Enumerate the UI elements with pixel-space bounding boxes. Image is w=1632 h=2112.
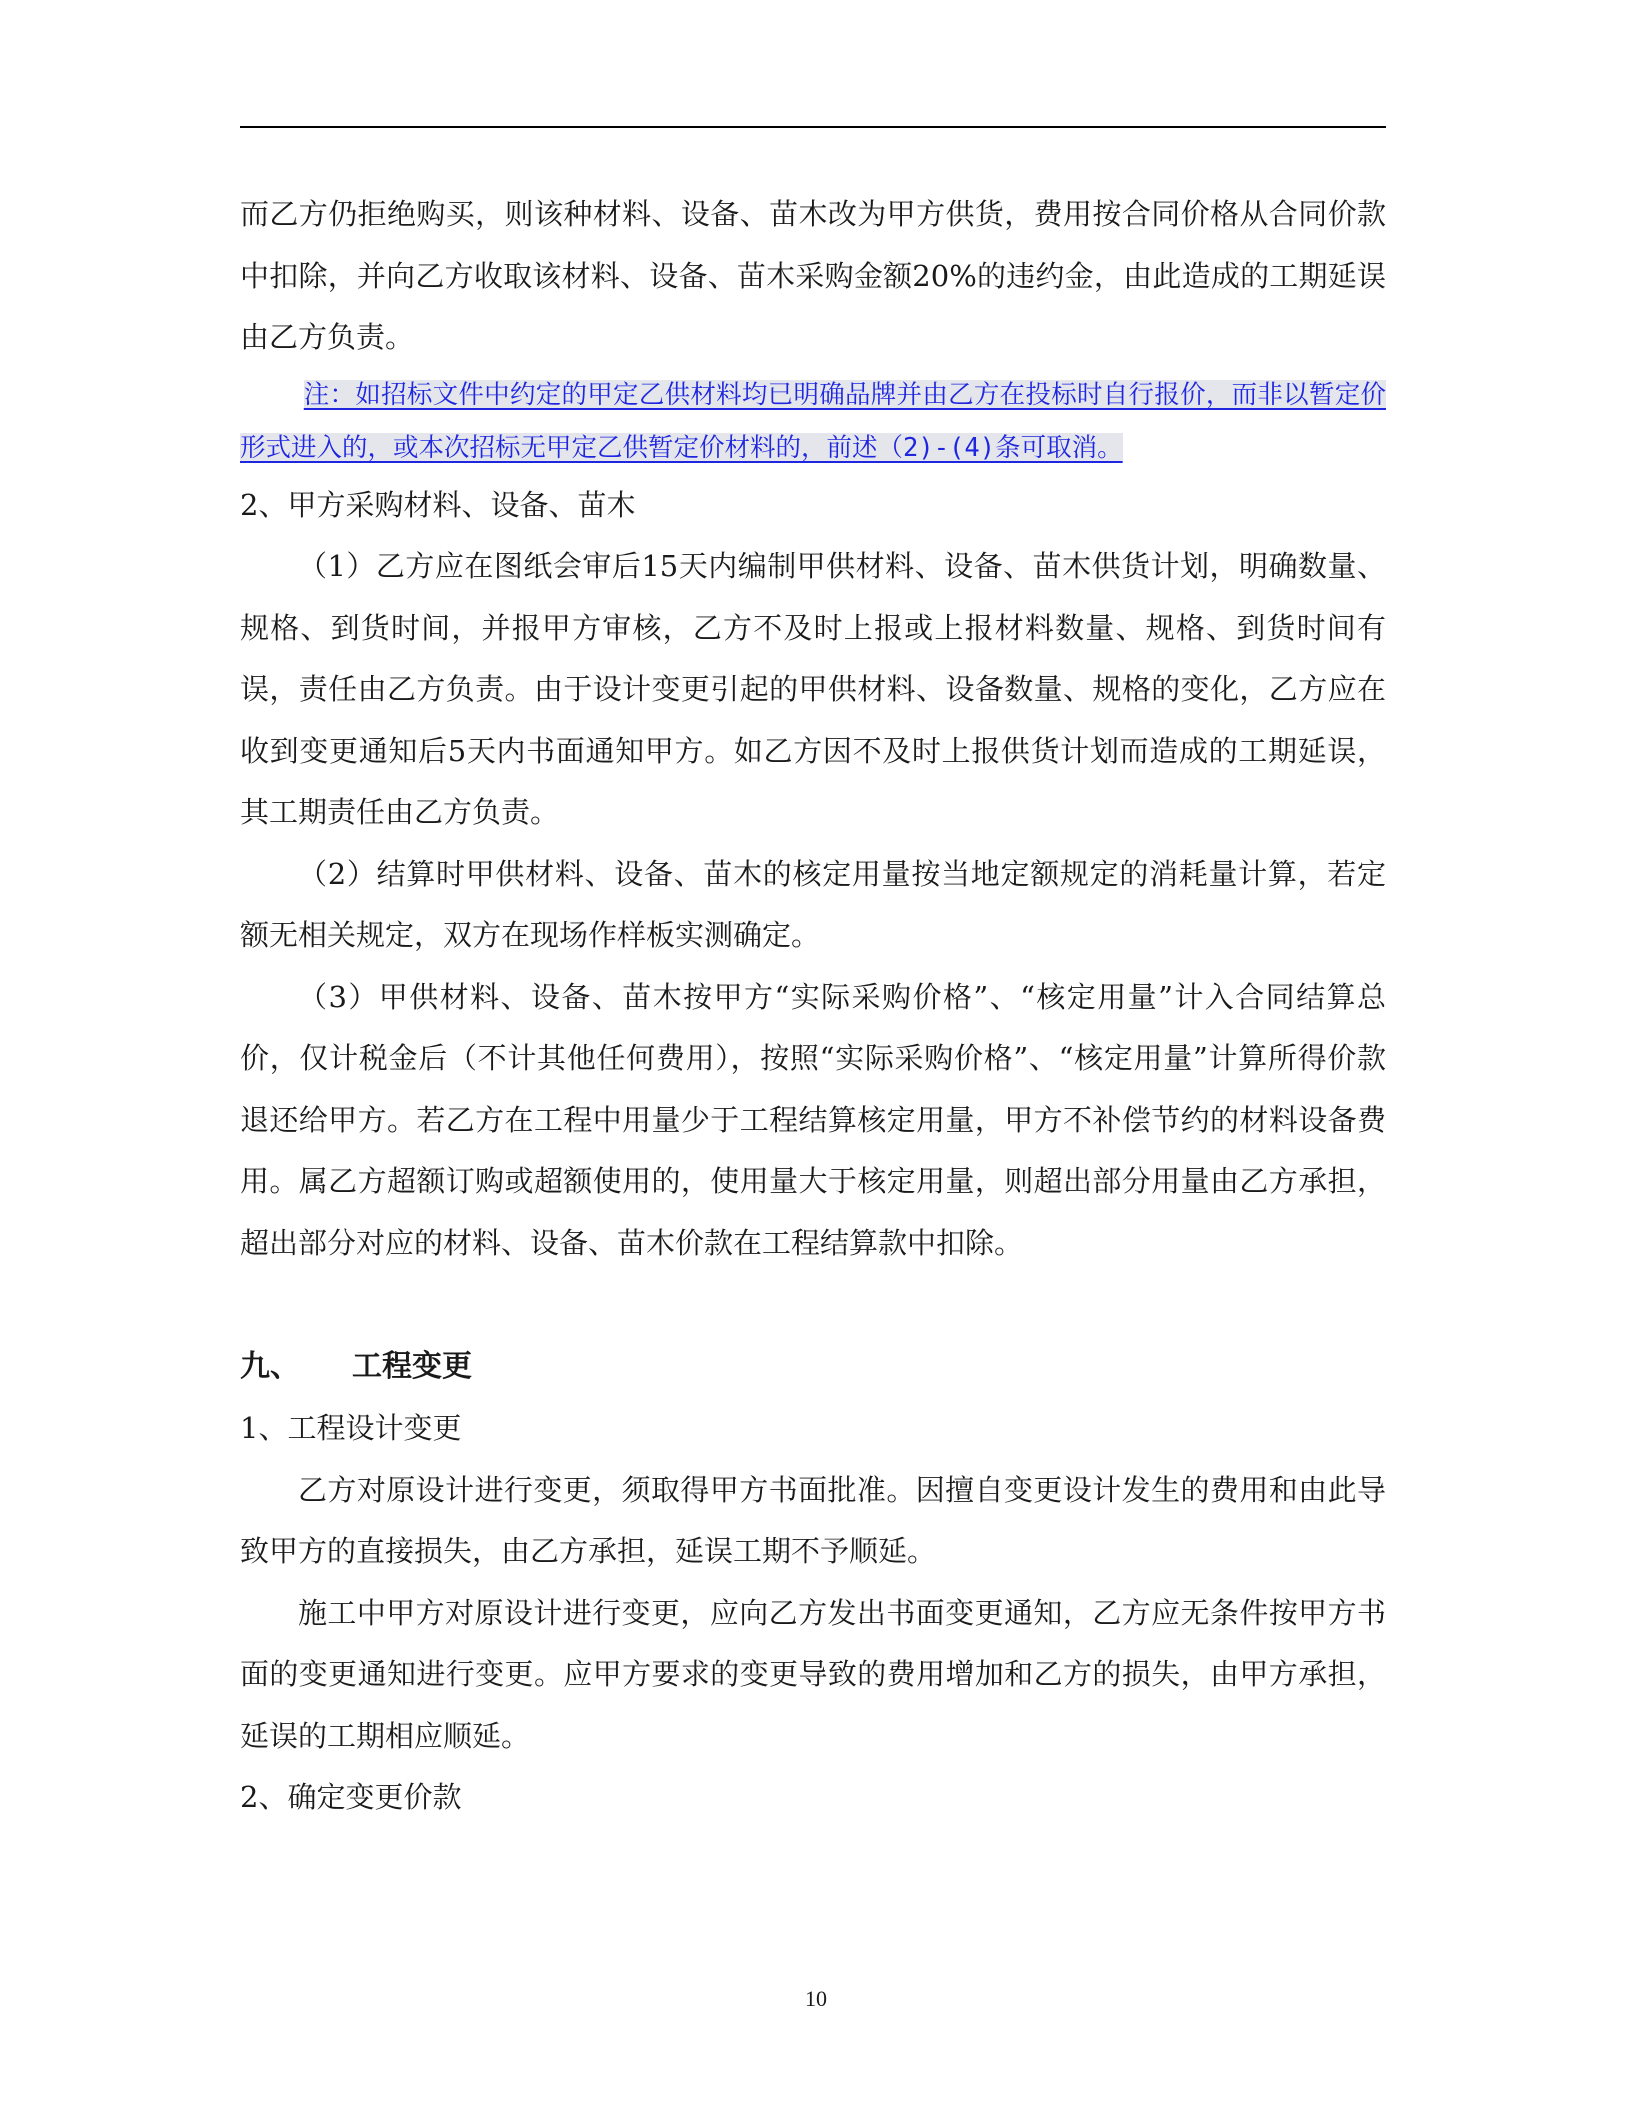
page-number: 10 bbox=[805, 1986, 827, 2011]
header-rule bbox=[240, 126, 1386, 128]
spacer bbox=[240, 1274, 1386, 1336]
design-change-paragraph-1: 乙方对原设计进行变更，须取得甲方书面批准。因擅自变更设计发生的费用和由此导致甲方的直接损失，由乙方承担，延误工期不予顺延。 bbox=[240, 1472, 1386, 1568]
clause-3: （3）甲供材料、设备、苗木按甲方“实际采购价格”、“核定用量”计入合同结算总价，仅计税金后（不计其他任何费用），按照“实际采购价格”、“核定用量”计算所得价款退还给甲方。若乙方在工程中用量少于工程结算核定用量，甲方不补偿节约的材料设备费用。属乙方超额订购或超额使用的，使用量大于核定用量，则超出部分用量由乙方承担，超出部分对应的材料、设备、苗木价款在工程结算款中扣除。 bbox=[240, 979, 1386, 1260]
chapter-title: 工程变更 bbox=[352, 1349, 472, 1384]
design-change-paragraph-2: 施工中甲方对原设计进行变更，应向乙方发出书面变更通知，乙方应无条件按甲方书面的变更通知进行变更。应甲方要求的变更导致的费用增加和乙方的损失，由甲方承担，延误的工期相应顺延。 bbox=[240, 1595, 1386, 1753]
subsection-heading-change-price: 2、确定变更价款 bbox=[240, 1780, 462, 1814]
chapter-number: 九、 bbox=[240, 1349, 300, 1384]
note-text: 注：如招标文件中约定的甲定乙供材料均已明确品牌并由乙方在投标时自行报价，而非以暂定价形式进入的，或本次招标无甲定乙供暂定价材料的，前述（2)-(4)条可取消。 bbox=[240, 379, 1386, 463]
document-body bbox=[240, 184, 1386, 1829]
subsection-heading-design-change: 1、工程设计变更 bbox=[240, 1411, 462, 1445]
clause-1: （1）乙方应在图纸会审后15天内编制甲供材料、设备、苗木供货计划，明确数量、规格、到货时间，并报甲方审核，乙方不及时上报或上报材料数量、规格、到货时间有误，责任由乙方负责。由于设计变更引起的甲供材料、设备数量、规格的变化，乙方应在收到变更通知后5天内书面通知甲方。如乙方因不及时上报供货计划而造成的工期延误，其工期责任由乙方负责。 bbox=[240, 549, 1386, 829]
chapter-heading bbox=[240, 1336, 1386, 1398]
highlighted-note bbox=[240, 369, 1386, 475]
paragraph-continuation: 而乙方仍拒绝购买，则该种材料、设备、苗木改为甲方供货，费用按合同价格从合同价款中扣除，并向乙方收取该材料、设备、苗木采购金额20%的违约金，由此造成的工期延误由乙方负责。 bbox=[240, 197, 1386, 354]
subsection-heading-2: 2、甲方采购材料、设备、苗木 bbox=[240, 487, 636, 522]
clause-2: （2）结算时甲供材料、设备、苗木的核定用量按当地定额规定的消耗量计算，若定额无相关规定，双方在现场作样板实测确定。 bbox=[240, 856, 1386, 952]
